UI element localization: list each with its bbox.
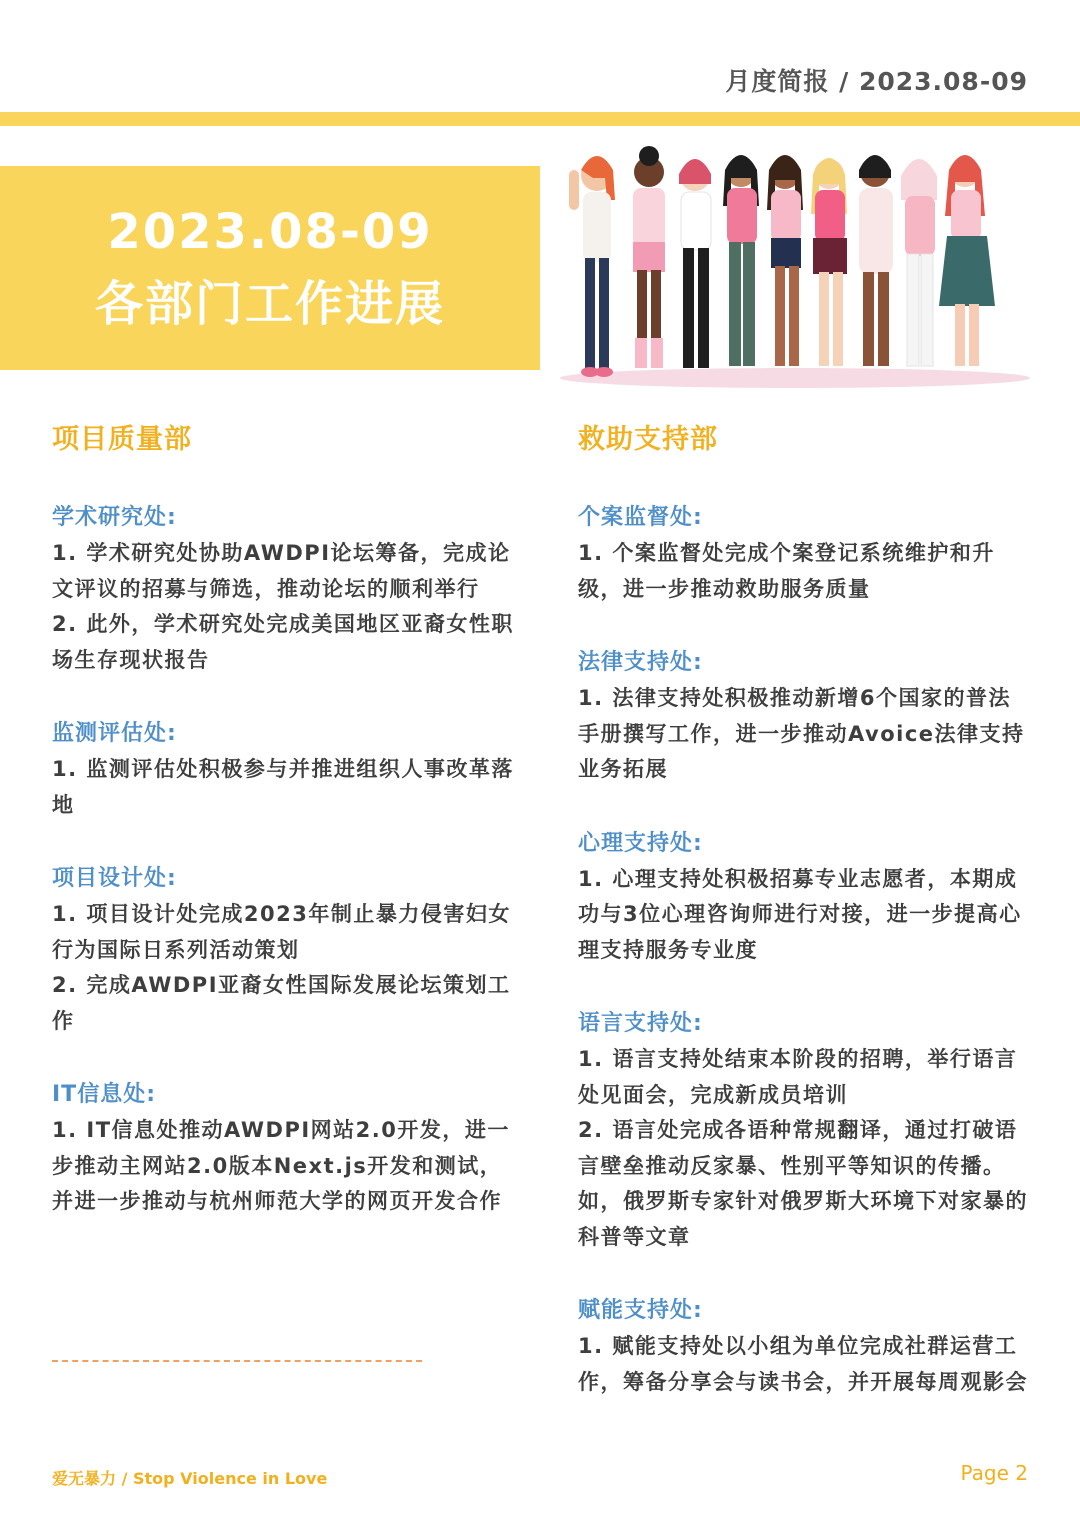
page-number: Page 2 — [960, 1461, 1028, 1485]
section-title: 心理支持处: — [578, 830, 703, 856]
section-empowerment-support — [578, 1293, 1033, 1400]
list-item: 1. 个案监督处完成个案登记系统维护和升级，进一步推动救助服务质量 — [578, 541, 995, 601]
list-item: 1. 赋能支持处以小组为单位完成社群运营工作，筹备分享会与读书会，并开展每周观影会 — [578, 1334, 1028, 1394]
list-item: 1. 心理支持处积极招募专业志愿者，本期成功与3位心理咨询师进行对接，进一步提高心理支持服务专业度 — [578, 866, 1022, 962]
dept-title-rescue-support: 救助支持部 — [578, 424, 718, 455]
section-title: 个案监督处: — [578, 505, 703, 530]
section-case-supervision — [578, 500, 1033, 607]
left-column — [52, 420, 522, 1258]
section-project-design — [52, 861, 522, 1039]
list-item: 1. IT信息处推动AWDPI网站2.0开发，进一步推动主网站2.0版本Next.js开发和测试，并进一步推动与杭州师范大学的网页开发合作 — [52, 1118, 510, 1213]
section-title: 监测评估处: — [52, 721, 177, 746]
footer-brand: 爱无暴力 / Stop Violence in Love — [52, 1469, 328, 1488]
section-it-information — [52, 1077, 522, 1220]
dashed-divider — [52, 1360, 422, 1362]
list-item: 2. 此外，学术研究处完成美国地区亚裔女性职场生存现状报告 — [52, 612, 514, 672]
section-title: IT信息处: — [52, 1082, 156, 1107]
section-legal-support — [578, 645, 1033, 788]
section-monitoring-evaluation — [52, 716, 522, 823]
section-title: 语言支持处: — [578, 1011, 703, 1036]
list-item: 2. 完成AWDPI亚裔女性国际发展论坛策划工作 — [52, 973, 511, 1033]
title-date: 2023.08-09 — [107, 204, 433, 260]
list-item: 1. 监测评估处积极参与并推进组织人事改革落地 — [52, 757, 514, 817]
list-item: 2. 语言处完成各语种常规翻译，通过打破语言壁垒推动反家暴、性别平等知识的传播。如，俄罗斯专家针对俄罗斯大环境下对家暴的科普等文章 — [578, 1118, 1028, 1249]
header-issue-label: 月度简报 / 2023.08-09 — [725, 67, 1028, 96]
section-language-support — [578, 1006, 1033, 1255]
section-title: 赋能支持处: — [578, 1298, 703, 1323]
section-psychological-support — [578, 826, 1033, 969]
section-academic-research — [52, 500, 522, 678]
dept-title-project-quality: 项目质量部 — [52, 424, 192, 455]
section-title: 学术研究处: — [52, 505, 177, 530]
list-item: 1. 法律支持处积极推动新增6个国家的普法手册撰写工作，进一步推动Avoice法律支持业务拓展 — [578, 686, 1025, 781]
women-group-illustration — [545, 130, 1050, 400]
top-accent-bar — [0, 112, 1080, 126]
right-column — [578, 420, 1033, 1438]
list-item: 1. 学术研究处协助AWDPI论坛筹备，完成论文评议的招募与筛选，推动论坛的顺利举行 — [52, 541, 511, 601]
section-title: 项目设计处: — [52, 866, 177, 891]
list-item: 1. 语言支持处结束本阶段的招聘，举行语言处见面会，完成新成员培训 — [578, 1047, 1018, 1107]
list-item: 1. 项目设计处完成2023年制止暴力侵害妇女行为国际日系列活动策划 — [52, 902, 511, 962]
section-title: 法律支持处: — [578, 650, 703, 675]
title-subject: 各部门工作进展 — [94, 276, 445, 332]
title-banner — [0, 166, 540, 370]
